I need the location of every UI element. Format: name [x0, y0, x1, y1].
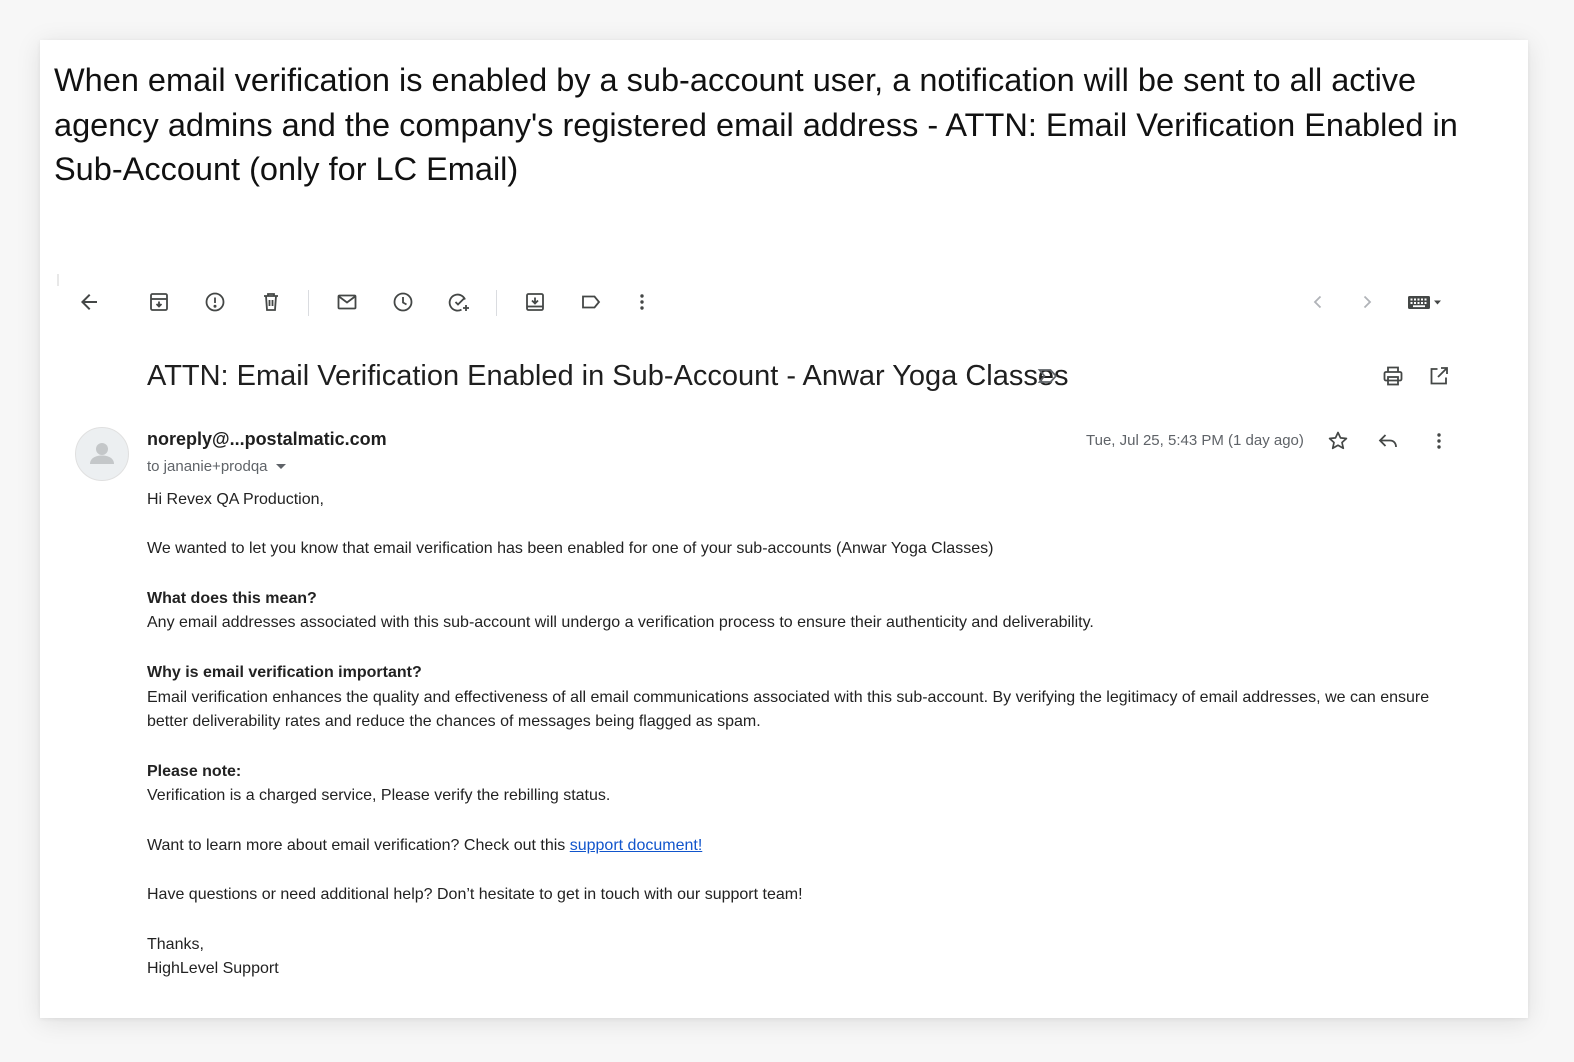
section-text: Email verification enhances the quality and effectiveness of all email communications associated with this sub-account. By verifying the legitimacy of email addresses, we can ensure better deliverability rates and reduce the chances of messages being flagged as spam.	[147, 688, 1430, 731]
keyboard-icon	[1406, 290, 1442, 314]
newer-button[interactable]	[1300, 284, 1336, 320]
signature-name: HighLevel Support	[147, 960, 279, 978]
signature-thanks: Thanks,	[147, 935, 204, 953]
sender-address[interactable]: noreply@...postalmatic.com	[147, 429, 387, 449]
back-button[interactable]	[71, 284, 107, 320]
star-icon	[1326, 429, 1350, 453]
back-arrow-icon	[77, 290, 101, 314]
sender-avatar[interactable]	[75, 427, 129, 481]
open-in-new-icon	[1427, 364, 1451, 388]
toolbar-divider	[308, 290, 309, 316]
reply-button[interactable]	[1370, 423, 1406, 459]
email-toolbar	[40, 284, 1528, 320]
report-spam-button[interactable]	[197, 284, 233, 320]
section-what	[147, 587, 1447, 636]
signature	[147, 933, 1447, 982]
recipient-line[interactable]	[147, 458, 286, 475]
more-vert-icon	[630, 290, 654, 314]
input-tools-button[interactable]	[1400, 284, 1448, 320]
more-button[interactable]	[624, 284, 660, 320]
message-more-button[interactable]	[1421, 423, 1457, 459]
section-heading: Please note:	[147, 762, 242, 780]
add-task-icon	[447, 290, 471, 314]
label-icon	[579, 290, 603, 314]
section-heading: What does this mean?	[147, 589, 317, 607]
archive-icon	[147, 290, 171, 314]
section-text: Any email addresses associated with this sub-account will undergo a verification process to ensure their authenticity and deliverability.	[147, 614, 1094, 632]
archive-button[interactable]	[141, 284, 177, 320]
star-button[interactable]	[1320, 423, 1356, 459]
email-date: Tue, Jul 25, 5:43 PM (1 day ago)	[1086, 432, 1304, 449]
recipient-text: to jananie+prodqa	[147, 458, 268, 475]
section-heading: Why is email verification important?	[147, 663, 422, 681]
section-text: Verification is a charged service, Please verify the rebilling status.	[147, 787, 611, 805]
move-to-icon	[523, 290, 547, 314]
report-spam-icon	[203, 290, 227, 314]
section-note	[147, 760, 1447, 809]
snooze-button[interactable]	[385, 284, 421, 320]
support-document-link[interactable]: support document!	[569, 836, 703, 854]
help-paragraph: Have questions or need additional help? Don’t hesitate to get in touch with our support team!	[147, 886, 803, 904]
open-in-new-window-button[interactable]	[1421, 358, 1457, 394]
caption-headline: When email verification is enabled by a sub-account user, a notification will be sent to all active agency admins and the company's registered email address - ATTN: Email Verification Enabled in Sub-Account (only for LC Email)	[54, 62, 1458, 187]
toolbar-divider	[496, 290, 497, 316]
move-to-button[interactable]	[517, 284, 553, 320]
mark-unread-button[interactable]	[329, 284, 365, 320]
snooze-icon	[391, 290, 415, 314]
intro-paragraph: We wanted to let you know that email verification has been enabled for one of your sub-accounts (Anwar Yoga Classes)	[147, 540, 994, 558]
learn-more-paragraph	[147, 834, 1447, 859]
reply-icon	[1376, 429, 1400, 453]
label-button[interactable]	[573, 284, 609, 320]
delete-icon	[259, 290, 283, 314]
email-body	[147, 488, 1447, 982]
learn-more-text: Want to learn more about email verification? Check out this	[147, 836, 566, 854]
delete-button[interactable]	[253, 284, 289, 320]
screenshot-card	[40, 40, 1528, 1018]
email-subject: ATTN: Email Verification Enabled in Sub-Account - Anwar Yoga Classes	[147, 360, 1069, 392]
importance-label-icon[interactable]	[1036, 364, 1060, 388]
chevron-right-icon	[1355, 290, 1379, 314]
greeting: Hi Revex QA Production,	[147, 491, 324, 508]
add-task-button[interactable]	[441, 284, 477, 320]
section-why	[147, 661, 1447, 735]
mark-unread-icon	[335, 290, 359, 314]
chevron-left-icon	[1306, 290, 1330, 314]
show-details-dropdown[interactable]	[276, 464, 286, 469]
older-button[interactable]	[1349, 284, 1385, 320]
person-icon	[76, 428, 128, 480]
more-vert-icon	[1427, 429, 1451, 453]
print-icon	[1381, 364, 1405, 388]
print-button[interactable]	[1375, 358, 1411, 394]
